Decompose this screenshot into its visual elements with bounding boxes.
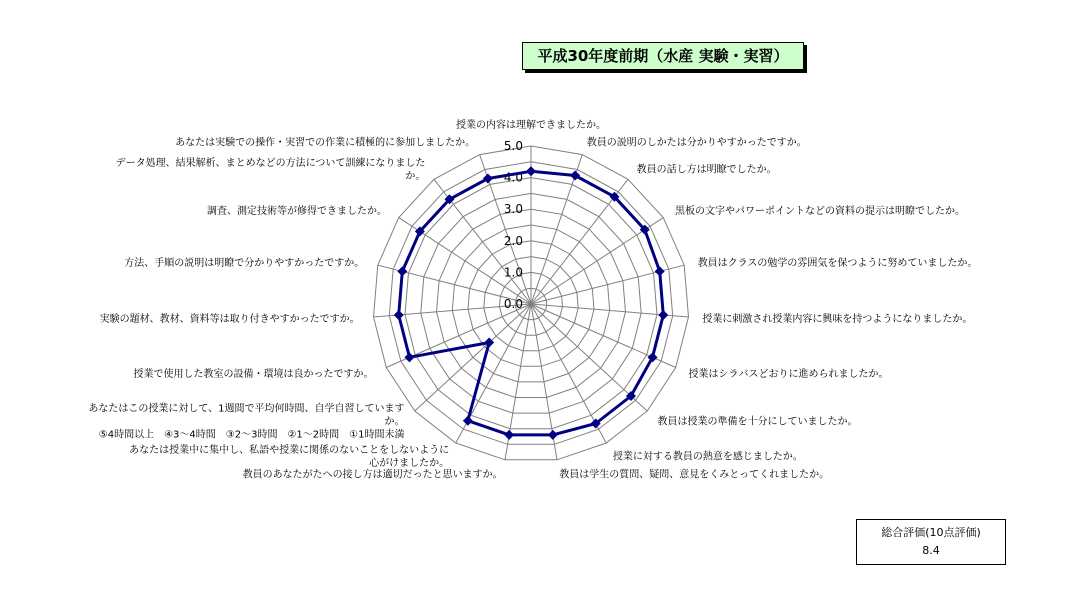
tick-label: 3.0: [503, 202, 523, 217]
axis-label: データ処理、結果解析、まとめなどの方法について訓練になりましたか。: [115, 157, 426, 182]
axis-label: 教員の話し方は明瞭でしたか。: [636, 164, 777, 176]
data-point: [394, 310, 404, 320]
data-point: [548, 430, 558, 440]
axis-label: 調査、測定技術等が修得できましたか。: [207, 205, 387, 217]
data-point: [658, 310, 668, 320]
axis-label: 教員は学生の質問、疑問、意見をくみとってくれましたか。: [559, 469, 830, 481]
chart-title: 平成30年度前期（水産 実験・実習）: [522, 42, 804, 70]
axis-label: 授業はシラバスどおりに進められましたか。: [688, 369, 889, 381]
tick-label: 2.0: [503, 233, 523, 248]
axis-label: 授業に対する教員の熱意を感じましたか。: [612, 451, 803, 463]
axis-label: 教員は授業の準備を十分にしていましたか。: [657, 416, 858, 428]
axis-label: 授業の内容は理解できましたか。: [456, 120, 606, 131]
tick-label: 4.0: [503, 170, 523, 185]
data-point: [655, 266, 665, 276]
axis-label: 方法、手順の説明は明瞭で分かりやすかったですか。: [124, 257, 365, 269]
tick-label: 5.0: [503, 139, 523, 153]
axis-label: あなたは授業中に集中し、私語や授業に関係のないことをしないように心がけましたか。: [129, 444, 450, 469]
axis-label: 実験の題材、教材、資料等は取り付きやすかったですか。: [99, 314, 360, 326]
data-point: [404, 352, 414, 362]
data-point: [397, 266, 407, 276]
data-point: [463, 416, 473, 426]
tick-label: 0.0: [503, 297, 523, 311]
axis-label: 黒板の文字やパワーポイントなどの資料の提示は明瞭でしたか。: [675, 205, 965, 217]
tick-label: 1.0: [503, 265, 523, 280]
axis-label: 教員の説明のしかたは分かりやすかったですか。: [586, 137, 807, 149]
axis-label: あなたはこの授業に対して、1週間で平均何時間、自学自習していますか。 ⑤4時間以上 ④3～4時間 ③2～3時間 ②1～2時間 ①1時間未満: [88, 403, 405, 441]
axis-label: 授業に刺激され授業内容に興味を持つようになりましたか。: [702, 314, 973, 326]
data-point: [526, 166, 536, 176]
axis-label: 教員はクラスの勉学の雰囲気を保つように努めていましたか。: [697, 257, 978, 269]
overall-score-label: 総合評価(10点評価): [881, 526, 981, 539]
overall-score-box: [856, 519, 1006, 565]
axis-label: あなたは実験での操作・実習での作業に積極的に参加しましたか。: [175, 137, 476, 149]
axis-label: 教員のあなたがたへの接し方は適切だったと思いますか。: [242, 469, 503, 481]
axis-spoke: [415, 304, 531, 411]
data-point: [504, 430, 514, 440]
axis-label: 授業で使用した教室の設備・環境は良かったですか。: [133, 369, 374, 381]
overall-score-value: 8.4: [922, 544, 940, 557]
